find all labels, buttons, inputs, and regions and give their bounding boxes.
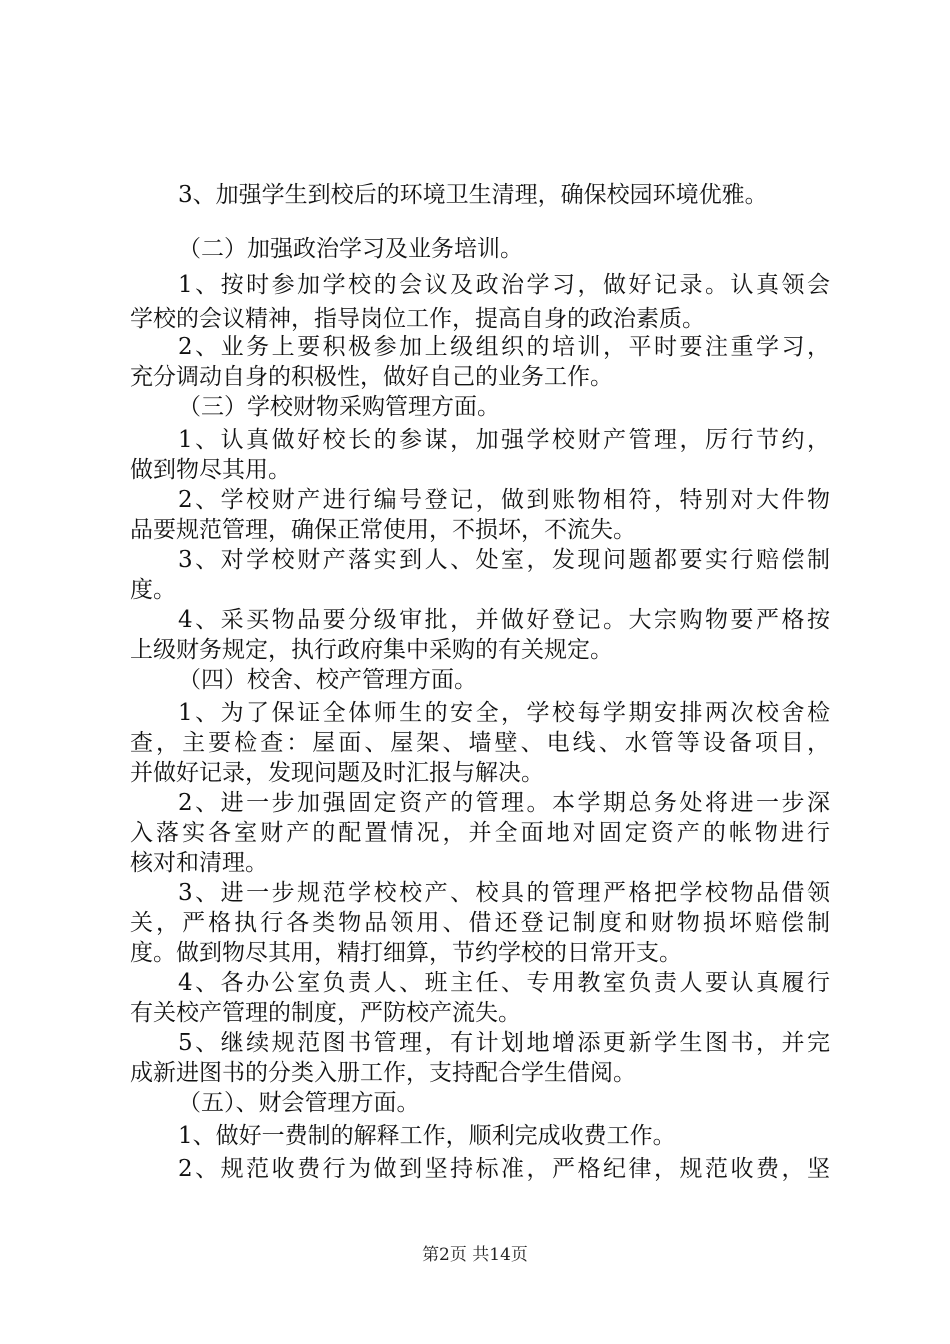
paragraph-line: 并做好记录，发现问题及时汇报与解决。 — [130, 760, 544, 786]
page-number-footer: 第2页 共14页 — [422, 1245, 528, 1265]
paragraph-line: 品要规范管理，确保正常使用，不损坏，不流失。 — [130, 517, 636, 543]
paragraph-line: 成新进图书的分类入册工作，支持配合学生借阅。 — [130, 1060, 636, 1086]
paragraph-line: 度。做到物尽其用，精打细算，节约学校的日常开支。 — [130, 940, 682, 966]
section-heading: （三）学校财物采购管理方面。 — [178, 394, 500, 420]
paragraph-line: 1、认真做好校长的参谋，加强学校财产管理，厉行节约， — [178, 427, 830, 453]
paragraph-line: 3、对学校财产落实到人、处室，发现问题都要实行赔偿制 — [178, 547, 830, 573]
paragraph-line: 1、为了保证全体师生的安全，学校每学期安排两次校舍检 — [178, 700, 830, 726]
paragraph-line: 4、采买物品要分级审批，并做好登记。大宗购物要严格按 — [178, 607, 830, 633]
paragraph-line: 1、做好一费制的解释工作，顺利完成收费工作。 — [178, 1123, 676, 1149]
paragraph-line: 做到物尽其用。 — [130, 457, 291, 483]
paragraph-line: 查，主要检查：屋面、屋架、墙壁、电线、水管等设备项目， — [130, 730, 830, 756]
paragraph-line: 充分调动自身的积极性，做好自己的业务工作。 — [130, 364, 613, 390]
paragraph-line: 1、按时参加学校的会议及政治学习，做好记录。认真领会 — [178, 272, 830, 298]
section-heading: （五）、财会管理方面。 — [178, 1090, 420, 1116]
paragraph-line: 2、业务上要积极参加上级组织的培训，平时要注重学习， — [178, 334, 830, 360]
paragraph-line: 5、继续规范图书管理，有计划地增添更新学生图书，并完 — [178, 1030, 830, 1056]
paragraph-line: 2、学校财产进行编号登记，做到账物相符，特别对大件物 — [178, 487, 830, 513]
section-heading: （二）加强政治学习及业务培训。 — [178, 236, 523, 262]
paragraph-line: 有关校产管理的制度，严防校产流失。 — [130, 1000, 521, 1026]
paragraph-line: 3、加强学生到校后的环境卫生清理，确保校园环境优雅。 — [178, 182, 768, 208]
paragraph-line: 学校的会议精神，指导岗位工作，提高自身的政治素质。 — [130, 306, 705, 332]
paragraph-line: 入落实各室财产的配置情况，并全面地对固定资产的帐物进行 — [130, 820, 830, 846]
paragraph-line: 2、进一步加强固定资产的管理。本学期总务处将进一步深 — [178, 790, 830, 816]
paragraph-line: 度。 — [130, 577, 176, 603]
paragraph-line: 3、进一步规范学校校产、校具的管理严格把学校物品借领 — [178, 880, 830, 906]
paragraph-line: 关，严格执行各类物品领用、借还登记制度和财物损坏赔偿制 — [130, 910, 830, 936]
paragraph-line: 2、规范收费行为做到坚持标准，严格纪律，规范收费，坚 — [178, 1156, 830, 1182]
paragraph-line: 上级财务规定，执行政府集中采购的有关规定。 — [130, 637, 613, 663]
paragraph-line: 4、各办公室负责人、班主任、专用教室负责人要认真履行 — [178, 970, 830, 996]
section-heading: （四）校舍、校产管理方面。 — [178, 667, 477, 693]
paragraph-line: 核对和清理。 — [130, 850, 268, 876]
